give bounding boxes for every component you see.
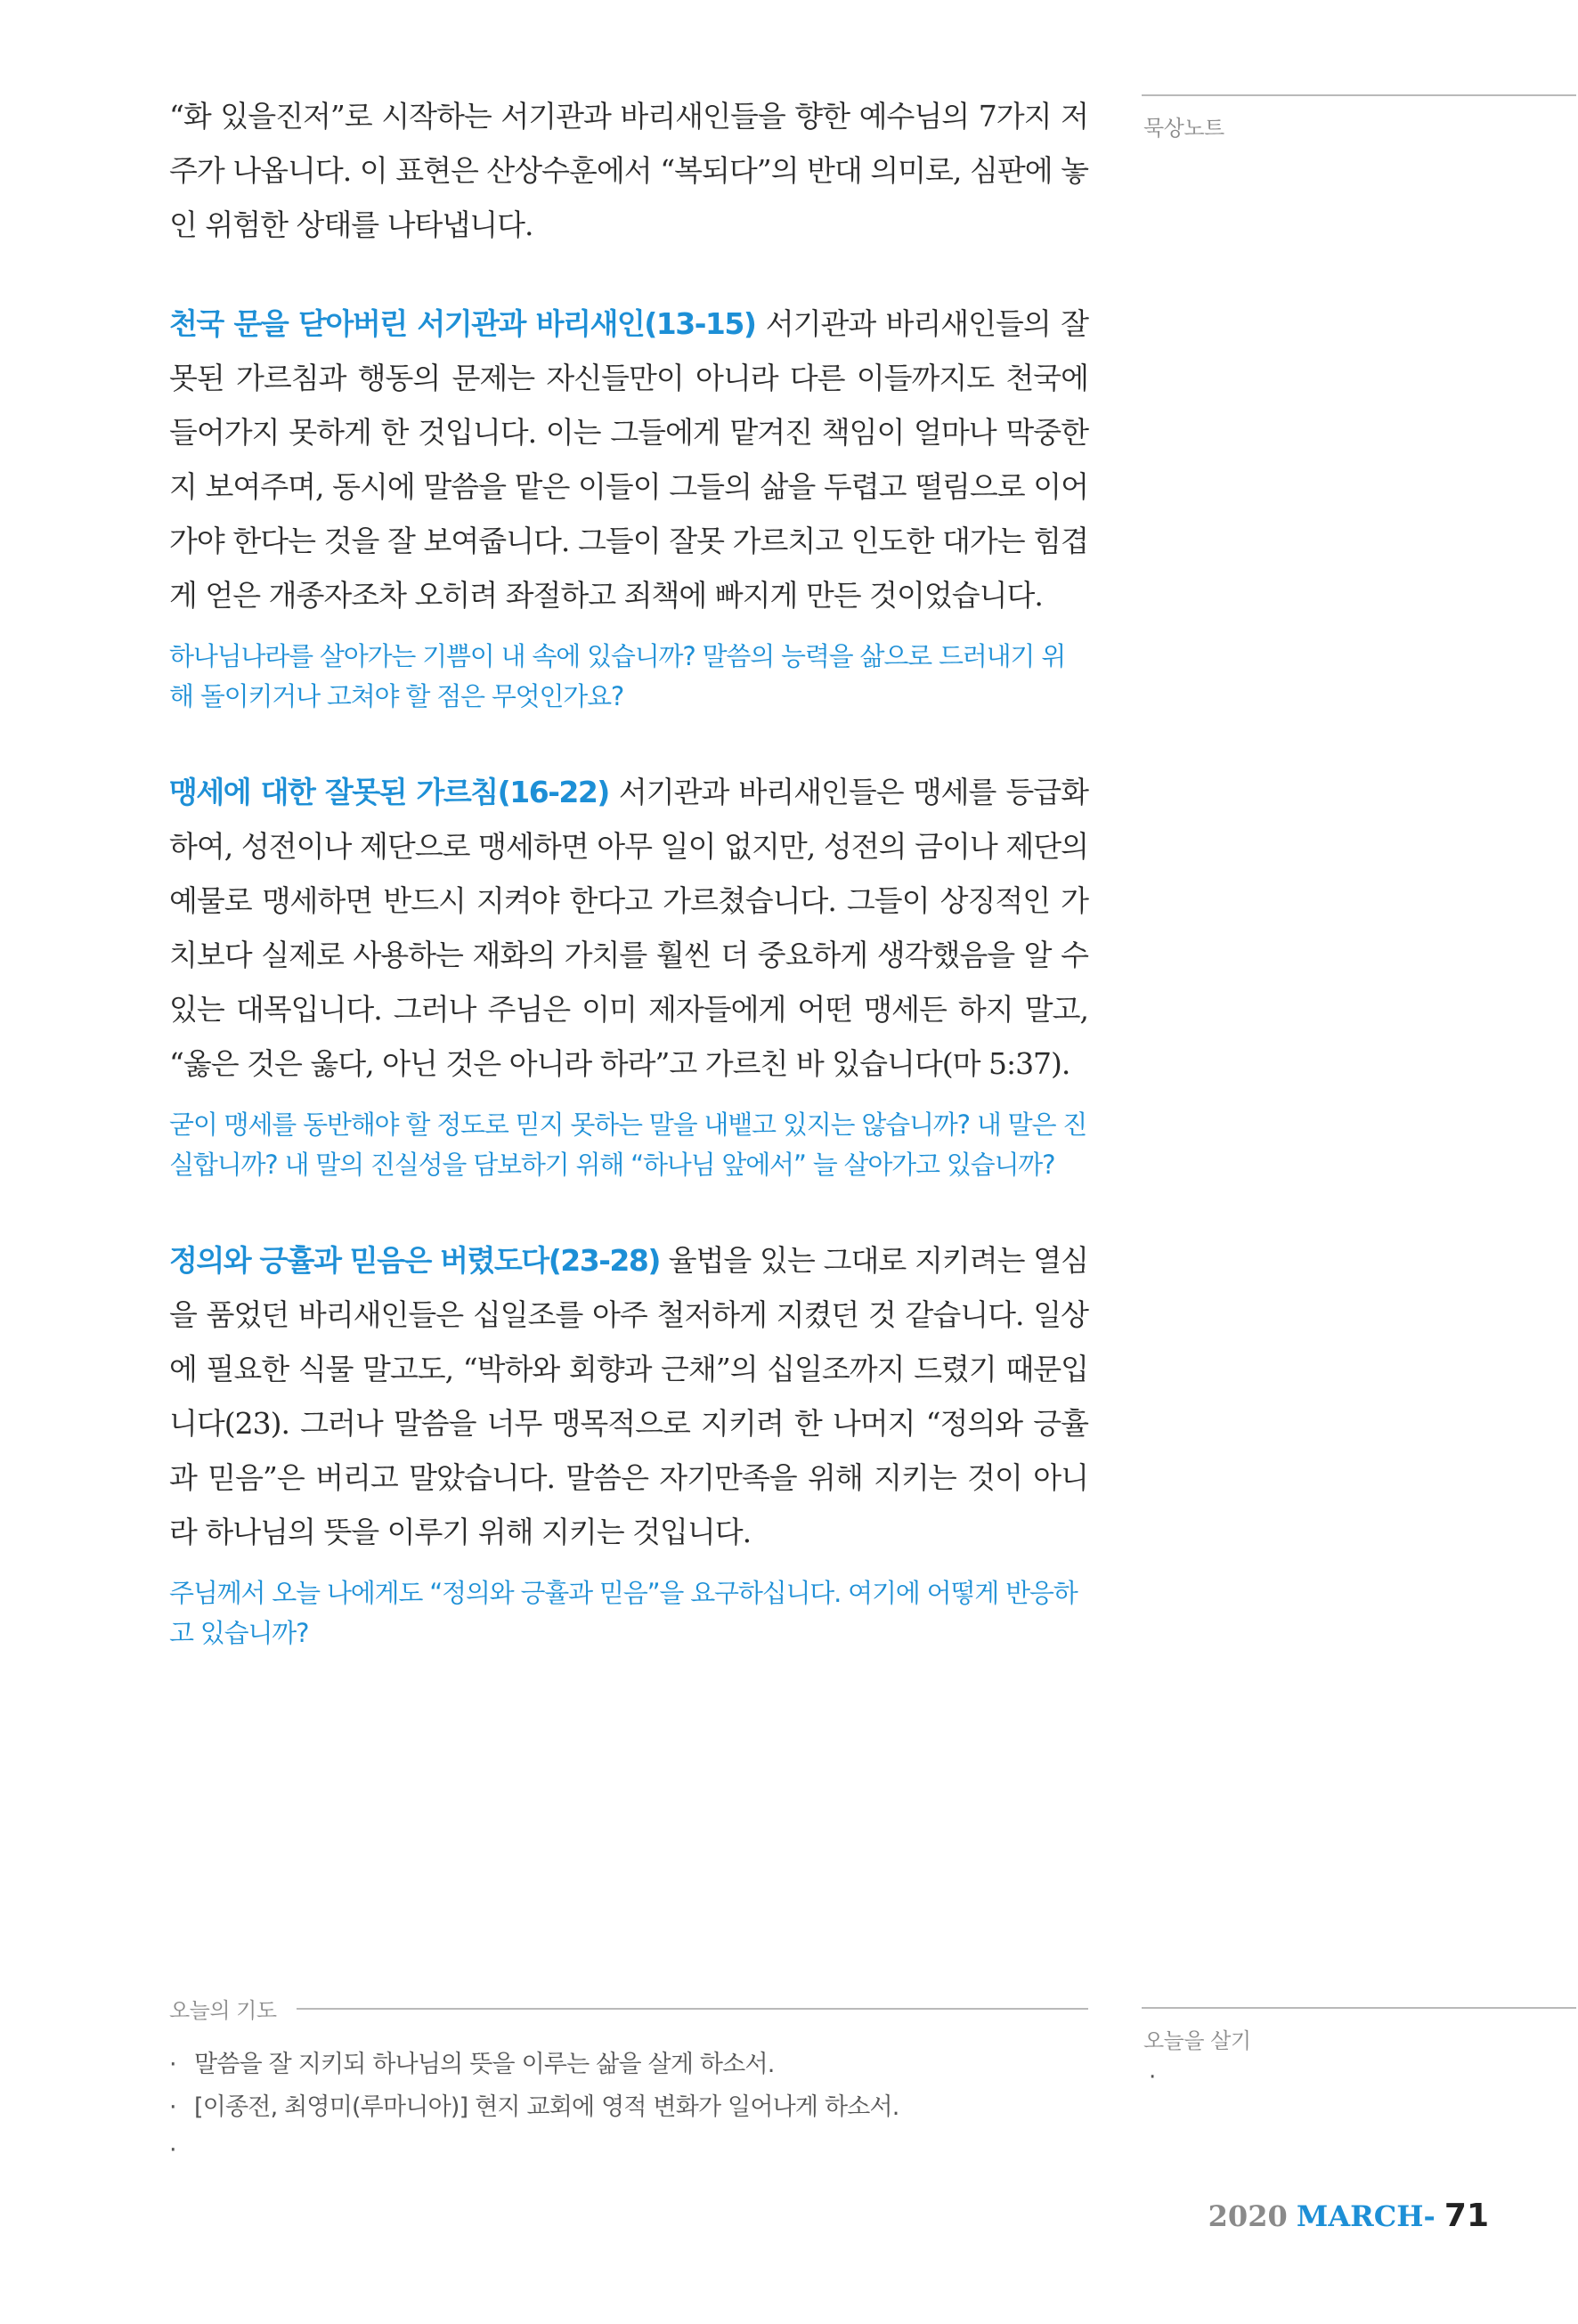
reflection-question: 하나님나라를 살아가는 기쁨이 내 속에 있습니까? 말씀의 능력을 삶으로 드러내기 위해 돌이키거나 고쳐야 할 점은 무엇인가요? [169, 641, 1066, 711]
reflection-question: 굳이 맹세를 동반해야 할 정도로 믿지 못하는 말을 내뱉고 있지는 않습니까? 내 말은 진실합니까? 내 말의 진실성을 담보하기 위해 “하나님 앞에서” 늘 살아가고 있습니까? [169, 1109, 1087, 1180]
section-2 [169, 765, 1088, 1185]
today-bullet: · [1149, 2064, 1157, 2091]
meditation-divider [1142, 94, 1576, 96]
folio-separator: - [1423, 2199, 1436, 2233]
prayer-text: 말씀을 잘 지키되 하나님의 뜻을 이루는 삶을 살게 하소서. [194, 2051, 775, 2078]
main-column [169, 89, 1088, 1654]
section-body: 서기관과 바리새인들은 맹세를 등급화하여, 성전이나 제단으로 맹세하면 아무 일이 없지만, 성전의 금이나 제단의 예물로 맹세하면 반드시 지켜야 한다고 가르쳤습니다. 그들이 상징적인 가치보다 실제로 사용하는 재화의 가치를 훨씬 더 중요하게 생각했음을 알 수 있는 대목입니다. 그러나 주님은 이미 제자들에게 어떤 맹세든 하지 말고, “옳은 것은 옳다, 아닌 것은 아니라 하라”고 가르친 바 있습니다(마 5:37). [169, 775, 1088, 1081]
page-number: 71 [1444, 2198, 1489, 2234]
bullet: · [169, 2051, 176, 2078]
prayer-header [169, 1993, 1088, 2024]
page-folio [1208, 2198, 1489, 2234]
meditation-label: 묵상노트 [1143, 116, 1224, 141]
section-paragraph [169, 765, 1088, 1091]
section-body: 서기관과 바리새인들의 잘못된 가르침과 행동의 문제는 자신들만이 아니라 다른 이들까지도 천국에 들어가지 못하게 한 것입니다. 이는 그들에게 맡겨진 책임이 얼마나 막중한지 보여주며, 동시에 말씀을 맡은 이들이 그들의 삶을 두렵고 떨림으로 이어가야 한다는 것을 잘 보여줍니다. 그들이 잘못 가르치고 인도한 대가는 힘겹게 얻은 개종자조차 오히려 좌절하고 죄책에 빠지게 만든 것이었습니다. [169, 306, 1088, 613]
prayer-item [169, 2044, 1088, 2086]
section-body: 율법을 있는 그대로 지키려는 열심을 품었던 바리새인들은 십일조를 아주 철저하게 지켰던 것 같습니다. 일상에 필요한 식물 말고도, “박하와 회향과 근채”의 십일조까지 드렸기 때문입니다(23). 그러나 말씀을 너무 맹목적으로 지키려 한 나머지 “정의와 긍휼과 믿음”은 버리고 말았습니다. 말씀은 자기만족을 위해 지키는 것이 아니라 하나님의 뜻을 이루기 위해 지키는 것입니다. [169, 1243, 1088, 1549]
today-label: 오늘을 살기 [1143, 2028, 1251, 2053]
section-paragraph [169, 297, 1088, 622]
prayer-item [169, 2129, 1088, 2172]
prayer-divider [297, 2008, 1088, 2010]
folio-year: 2020 [1208, 2199, 1288, 2233]
today-divider [1142, 2007, 1576, 2009]
section-3 [169, 1233, 1088, 1654]
prayer-title: 오늘의 기도 [169, 1998, 277, 2023]
section-heading: 맹세에 대한 잘못된 가르침(16-22) [169, 775, 609, 809]
prayer-text: [이종전, 최영미(루마니아)] 현지 교회에 영적 변화가 일어나게 하소서. [194, 2093, 899, 2121]
bullet: · [169, 2136, 176, 2164]
prayer-list [169, 2044, 1088, 2172]
prayer-section [169, 1993, 1088, 2172]
bullet: · [169, 2093, 176, 2121]
section-heading: 정의와 긍휼과 믿음은 버렸도다(23-28) [169, 1243, 660, 1278]
folio-month: MARCH [1296, 2199, 1424, 2233]
prayer-item [169, 2086, 1088, 2129]
intro-paragraph: “화 있을진저”로 시작하는 서기관과 바리새인들을 향한 예수님의 7가지 저주가 나옵니다. 이 표현은 산상수훈에서 “복되다”의 반대 의미로, 심판에 놓인 위험한 상태를 나타냅니다. [169, 99, 1088, 242]
section-1 [169, 297, 1088, 717]
section-paragraph [169, 1233, 1088, 1559]
section-heading: 천국 문을 닫아버린 서기관과 바리새인(13-15) [169, 306, 756, 341]
reflection-question: 주님께서 오늘 나에게도 “정의와 긍휼과 믿음”을 요구하십니다. 여기에 어떻게 반응하고 있습니까? [169, 1578, 1078, 1648]
